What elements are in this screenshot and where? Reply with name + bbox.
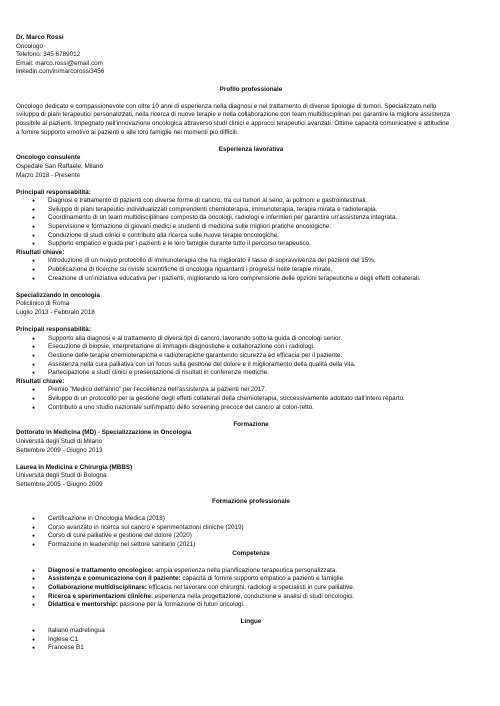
list-item: ● Premio "Medico dell'anno" per l'eccellenza nell'assistenza ai pazienti nel 2017. — [16, 386, 486, 395]
resume-page — [16, 34, 486, 653]
skill-item — [16, 575, 486, 584]
responsibilities-label: Principali responsabilità: — [16, 188, 91, 196]
skill-item — [16, 584, 486, 593]
education-heading: Formazione — [233, 420, 269, 428]
contact-block — [16, 34, 486, 77]
profile-heading: Profilo professionale — [219, 85, 283, 93]
profile-text-line: sviluppo di piani terapeutici personalizzati, nella ricerca di nuove terapie e nella collaborazione con team multidisciplinari per garantire la migliore assistenza — [16, 111, 451, 119]
list-item: ● Italiano madrelingua — [16, 627, 486, 636]
skill-label: Collaborazione multidisciplinare: — [48, 584, 148, 591]
results-label: Risultati chiave: — [16, 248, 65, 256]
list-item: ● Inglese C1 — [16, 636, 486, 645]
candidate-name: Dr. Marco Rossi — [16, 34, 64, 41]
list-item: ● Supporto empatico e guida per i pazienti e le loro famiglie durante tutto il percorso terapeutico. — [16, 240, 486, 249]
list-item: ● Formazione in leadership nel settore sanitario (2021) — [16, 541, 486, 550]
phone: Telefono: 345 6789012 — [16, 51, 81, 59]
education-dates: Settembre 2005 - Giugno 2009 — [16, 480, 103, 488]
job-entry — [16, 154, 486, 283]
list-item: ● Contributo a uno studio nazionale sull'impatto dello screening precoce del cancro al colon-retto. — [16, 404, 486, 413]
education-entry — [16, 464, 486, 490]
skill-text: efficacia nel lavorare con chirurghi, radiologi e specialisti in cure palliative. — [147, 584, 355, 591]
skills-heading: Competenze — [232, 549, 270, 557]
skill-label: Ricerca e sperimentazioni cliniche: — [48, 592, 153, 600]
list-item: ● Sviluppo di piani terapeutici individualizzati comprendenti chemioterapia, immunoterapia, terapia mirata e radioterapia. — [16, 206, 486, 215]
education-entry — [16, 429, 486, 455]
results-list — [16, 257, 486, 283]
job-role: Specializzando in oncologia — [16, 291, 100, 299]
responsibilities-list — [16, 335, 486, 378]
degree: Laurea in Medicina e Chirurgia (MBBS) — [16, 463, 133, 471]
profile-text-line: possibile ai pazienti. Impegnato nell'innovazione oncologica attraverso studi clinici e approcci terapeutici avanzati. Ottime capacità comunicative e attitudine — [16, 119, 450, 127]
skill-label: Diagnosi e trattamento oncologico: — [48, 566, 154, 574]
skills-list — [16, 567, 486, 610]
list-item: ● Sviluppo di un protocollo per la gestione degli effetti collaterali della chemioterapia, successivamente adottato dall'intero reparto. — [16, 395, 486, 404]
languages-heading: Lingue — [240, 618, 262, 626]
experience-heading: Esperienza lavorativa — [218, 145, 284, 153]
list-item: ● Francese B1 — [16, 644, 486, 653]
education-dates: Settembre 2009 - Giugno 2013 — [16, 446, 103, 454]
training-heading: Formazione professionale — [211, 498, 291, 506]
job-dates: Marzo 2018 - Presente — [16, 171, 81, 179]
job-entry — [16, 292, 486, 412]
list-item: ● Corso di cure palliative e gestione del dolore (2020) — [16, 532, 486, 541]
job-place: Policlinico di Roma — [16, 300, 70, 308]
list-item: ● Supporto alla diagnosi e al trattamento di diversi tipi di cancro, lavorando sotto la guida di oncologi senior. — [16, 335, 486, 344]
skill-label: Didattica e mentorship: — [48, 601, 118, 609]
list-item: ● Corso avanzato in ricerca sul cancro e sperimentazioni cliniche (2019) — [16, 524, 486, 533]
responsibilities-label: Principali responsabilità: — [16, 326, 91, 334]
skill-label: Assistenza e comunicazione con il paziente: — [48, 575, 181, 583]
job-place: Ospedale San Raffaele, Milano — [16, 162, 104, 170]
email: Email: marco.rossi@email.com — [16, 59, 103, 67]
languages-list — [16, 627, 486, 653]
list-item: ● Supervisione e formazione di giovani medici e studenti di medicina sulle migliori pratiche oncologiche. — [16, 223, 486, 232]
list-item: ● Conduzione di studi clinici e contributo alla ricerca sulle nuove terapie oncologiche. — [16, 232, 486, 241]
skill-text: passione per la formazione di futuri oncologi. — [117, 601, 245, 609]
list-item: ● Creazione di un'iniziativa educativa per i pazienti, migliorando la loro comprensione delle opzioni terapeutiche e degli effetti collaterali. — [16, 275, 486, 284]
list-item: ● Assistenza nella cura palliativa con un focus sulla gestione del dolore e il miglioramento della qualità della vita. — [16, 361, 486, 370]
list-item: ● Esecuzione di biopsie, interpretazione di immagini diagnostiche e collaborazione con i radiologi. — [16, 343, 486, 352]
skill-item — [16, 567, 486, 576]
skill-text: esperienza nella progettazione, conduzione e analisi di studi oncologici. — [153, 592, 355, 600]
skill-text: capacità di fornire supporto empatico a pazienti e famiglie. — [180, 575, 345, 583]
list-item: ● Diagnosi e trattamento di pazienti con diverse forme di cancro, tra cui tumori al seno, ai polmoni e gastrointestinali. — [16, 197, 486, 206]
school: Università degli Studi di Milano — [16, 437, 103, 445]
results-list — [16, 386, 486, 412]
training-list — [16, 515, 486, 549]
degree: Dottorato in Medicina (MD) - Specializzazione in Oncologia — [16, 429, 192, 437]
candidate-title: Oncologo — [16, 42, 43, 50]
list-item: ● Partecipazione a studi clinici e presentazione di risultati in conferenze mediche. — [16, 369, 486, 378]
linkedin: linkedin.com/in/marcorossi3456 — [16, 68, 105, 76]
list-item: ● Gestione delle terapie chemioterapiche e radioterapiche garantendo sicurezza ed efficacia per il paziente. — [16, 352, 486, 361]
list-item: ● Pubblicazione di ricerche su riviste scientifiche di oncologia riguardanti i progressi nelle terapie mirate. — [16, 266, 486, 275]
profile-text-line: a fornire supporto emotivo ai pazienti e alle loro famiglie nei momenti più difficili. — [16, 128, 239, 136]
results-label: Risultati chiave: — [16, 377, 65, 385]
list-item: ● Coordinamento di un team multidisciplinare composto da oncologi, radiologi e infermieri per garantire un'assistenza integrata. — [16, 214, 486, 223]
list-item: ● Introduzione di un nuovo protocollo di immunoterapia che ha migliorato il tasso di sopravvivenza dei pazienti del 15%. — [16, 257, 486, 266]
list-item: ● Certificazione in Oncologia Medica (2018) — [16, 515, 486, 524]
responsibilities-list — [16, 197, 486, 249]
skill-item — [16, 601, 486, 610]
job-dates: Luglio 2013 - Febbraio 2018 — [16, 309, 95, 316]
skill-item — [16, 593, 486, 602]
school: Università degli Studi di Bologna — [16, 472, 107, 480]
profile-text-line: Oncologo dedicato e compassionevole con oltre 10 anni di esperienza nella diagnosi e nel trattamento di diverse tipologie di tumori. Specializzato nello — [16, 102, 437, 110]
skill-text: ampia esperienza nella pianificazione terapeutica personalizzata. — [153, 566, 338, 574]
job-role: Oncologo consulente — [16, 154, 81, 162]
